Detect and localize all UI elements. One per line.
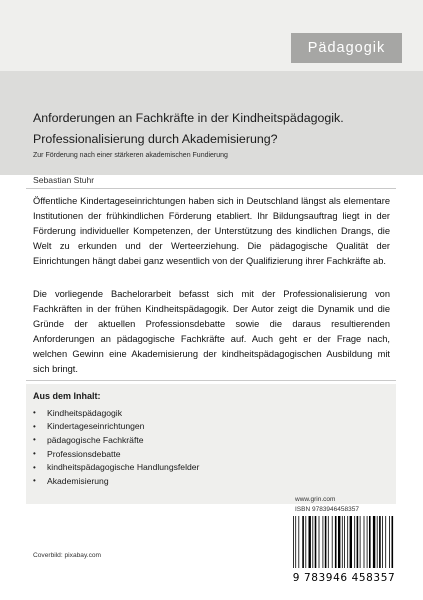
bullet-icon: • — [33, 462, 36, 472]
category-tag: Pädagogik — [291, 33, 402, 63]
list-item — [33, 420, 199, 434]
barcode-number: 9 783946 458357 — [292, 572, 396, 584]
list-item — [33, 406, 199, 420]
blurb-paragraph-2: Die vorliegende Bachelorarbeit befasst sich mit der Professionalisierung von Fachkräften in der frühen Kindheitspädagogik. Der Autor zeigt die Dynamik und die Gründe der aktuellen Professionsdebatte sowie die daraus resultierenden Anforderungen an pädagogische Fachkräfte auf. Auch geht er der Frage nach, welchen Gewinn eine Akademisierung der kindheitspädagogischen Ausbildung mit sich bringt. — [33, 289, 390, 374]
blurb-paragraph-1: Öffentliche Kindertageseinrichtungen haben sich in Deutschland längst als elementare Institutionen der frühkindlichen Förderung etabliert. Ihr Bildungsauftrag liegt in der Förderung individueller Kompetenzen, der Unterstützung des kindlichen Drangs, die Welt zu erkunden und der Werteerziehung. Die pädagogische Qualität der Einrichtungen hängt dabei ganz wesentlich von der Qualifizierung ihrer Fachkräfte ab. — [33, 196, 390, 266]
list-item-label: Kindheitspädagogik — [47, 407, 123, 418]
list-item-label: pädagogische Fachkräfte — [47, 434, 144, 445]
list-item — [33, 433, 199, 447]
book-title-line-1: Anforderungen an Fachkräfte in der Kindheitspädagogik. — [33, 111, 344, 125]
contents-heading: Aus dem Inhalt: — [33, 391, 101, 401]
bullet-icon: • — [33, 449, 36, 459]
divider-rule — [26, 188, 396, 189]
isbn-text: ISBN 9783946458357 — [295, 506, 359, 513]
publisher-url: www.grin.com — [295, 496, 336, 503]
list-item — [33, 447, 199, 461]
list-item-label: Akademisierung — [47, 475, 109, 486]
barcode-icon — [292, 516, 396, 568]
divider-rule — [26, 380, 396, 381]
cover-image-credit: Coverbild: pixabay.com — [33, 552, 102, 559]
list-item-label: kindheitspädagogische Handlungsfelder — [47, 462, 200, 473]
author-name: Sebastian Stuhr — [33, 175, 95, 185]
bullet-icon: • — [33, 408, 36, 418]
list-item-label: Kindertageseinrichtungen — [47, 421, 145, 432]
bullet-icon: • — [33, 476, 36, 486]
list-item — [33, 474, 199, 488]
book-title-line-2: Professionalisierung durch Akademisierung? — [33, 132, 278, 146]
contents-list — [33, 406, 199, 488]
list-item-label: Professionsdebatte — [47, 448, 121, 459]
book-subtitle: Zur Förderung nach einer stärkeren akademischen Fundierung — [33, 152, 228, 159]
list-item — [33, 460, 199, 474]
bullet-icon: • — [33, 435, 36, 445]
bullet-icon: • — [33, 421, 36, 431]
